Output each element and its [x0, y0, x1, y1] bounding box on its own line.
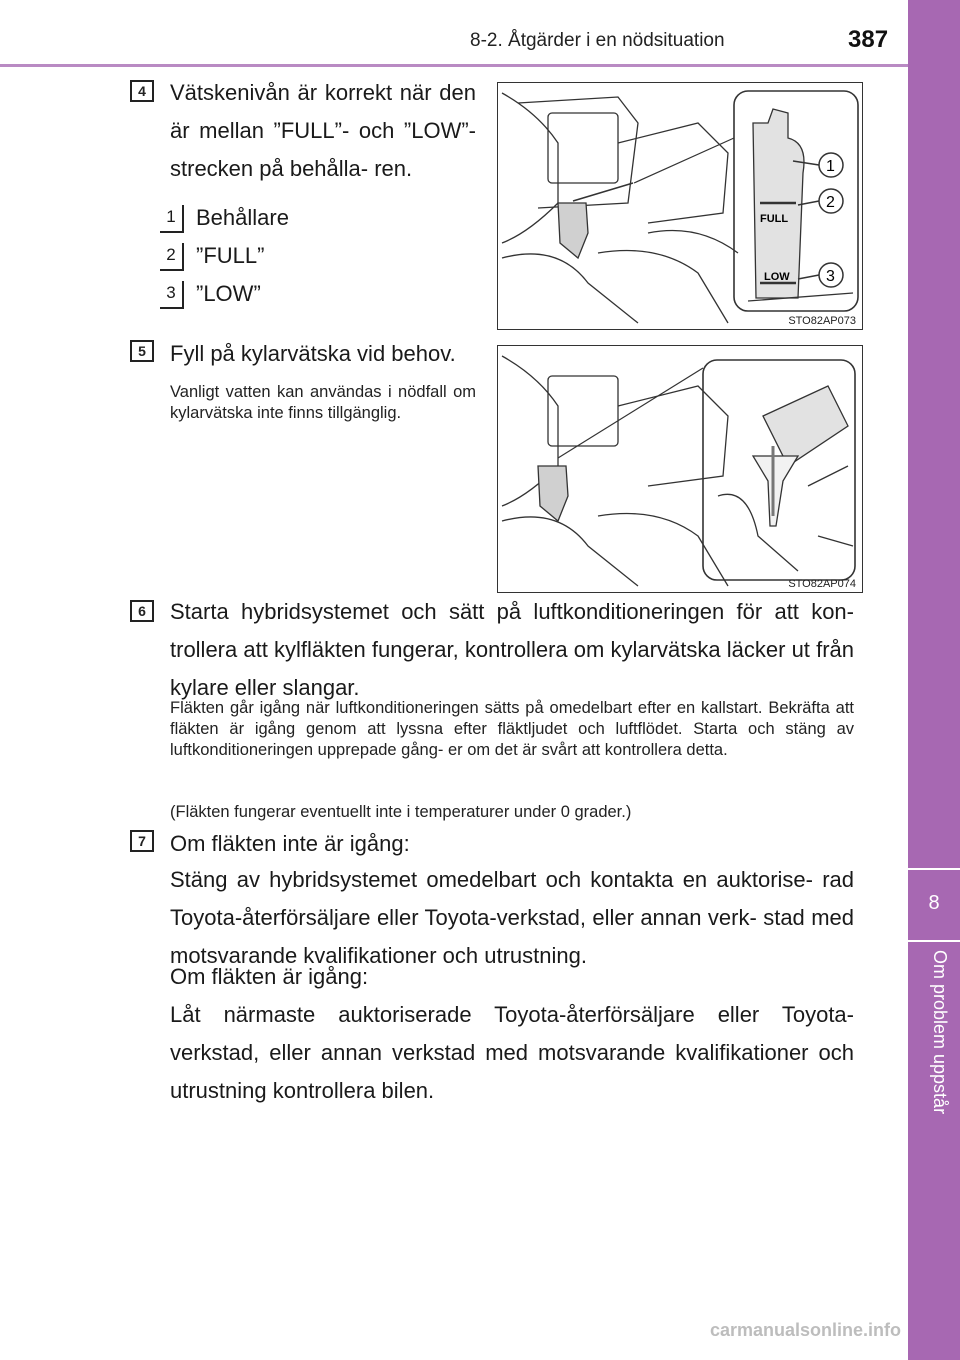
- step-4-badge: 4: [130, 80, 154, 102]
- step-5-text: Fyll på kylarvätska vid behov.: [170, 341, 456, 366]
- step-4-text: Vätskenivån är korrekt när den är mellan ”FULL”- och ”LOW”-strecken på behålla- ren.: [170, 80, 476, 181]
- step-5-badge: 5: [130, 340, 154, 362]
- legend-number: 3: [160, 281, 184, 309]
- step-6-note-temperature: (Fläkten fungerar eventuellt inte i temperaturer under 0 grader.): [170, 803, 632, 821]
- chapter-title: Om problem uppstår: [930, 950, 950, 1115]
- legend-label: Behållare: [196, 205, 289, 230]
- step-7-fan-on-text: Låt närmaste auktoriserade Toyota-återförsäljare eller Toyota- verkstad, eller annan verkstad med motsvarande kvalifikationer och utrustning kontrollera bilen.: [170, 1002, 854, 1103]
- legend-label: ”FULL”: [196, 243, 265, 268]
- refill-illustration: [498, 346, 861, 591]
- low-mark: LOW: [764, 271, 790, 283]
- legend-label: ”LOW”: [196, 281, 261, 306]
- callout-1: 1: [826, 158, 835, 175]
- step-7-fan-off-text: Stäng av hybridsystemet omedelbart och kontakta en auktorise- rad Toyota-återförsäljare eller Toyota-verkstad, eller annan verk- stad med motsvarande kvalifikationer och utrustning.: [170, 867, 854, 968]
- step-6-badge: 6: [130, 600, 154, 622]
- step-5-note: Vanligt vatten kan användas i nödfall om kylarvätska inte finns tillgänglig.: [170, 383, 476, 422]
- engine-bay-illustration: [498, 83, 861, 328]
- step-7-badge: 7: [130, 830, 154, 852]
- legend-number: 1: [160, 205, 184, 233]
- section-title: 8-2. Åtgärder i en nödsituation: [470, 30, 725, 51]
- figure-code: STO82AP073: [788, 315, 856, 327]
- full-mark: FULL: [760, 213, 789, 225]
- page-number: 387: [848, 26, 889, 53]
- legend-item-low: [160, 281, 261, 309]
- chapter-tab[interactable]: [908, 868, 960, 942]
- step-6-note: Fläkten går igång när luftkonditioneringen sätts på omedelbart efter en kallstart. Bekräfta att fläkten är igång genom att lyssna efter fläktljudet och luftflödet. Starta och stäng av luftkonditioneringen upprepade gång- er om det är svårt att kontrollera detta.: [170, 699, 854, 759]
- legend-number: 2: [160, 243, 184, 271]
- figure-refill-coolant: [497, 345, 863, 593]
- figure-code: STO82AP074: [788, 578, 856, 590]
- chapter-number: 8: [928, 892, 940, 914]
- callout-2: 2: [826, 194, 835, 211]
- figure-coolant-reservoir: [497, 82, 863, 330]
- step-7-fan-off-title: Om fläkten inte är igång:: [170, 831, 410, 856]
- step-6-text: Starta hybridsystemet och sätt på luftkonditioneringen för att kon- trollera att kylfläkten fungerar, kontrollera om kylarvätska läcker ut från kylare eller slangar.: [170, 599, 854, 700]
- site-watermark: carmanualsonline.info: [710, 1320, 902, 1340]
- legend-item-full: [160, 243, 264, 271]
- legend-item-container: [160, 205, 289, 233]
- header-divider: [0, 64, 908, 67]
- step-7-fan-on-title: Om fläkten är igång:: [170, 964, 369, 989]
- callout-3: 3: [826, 268, 835, 285]
